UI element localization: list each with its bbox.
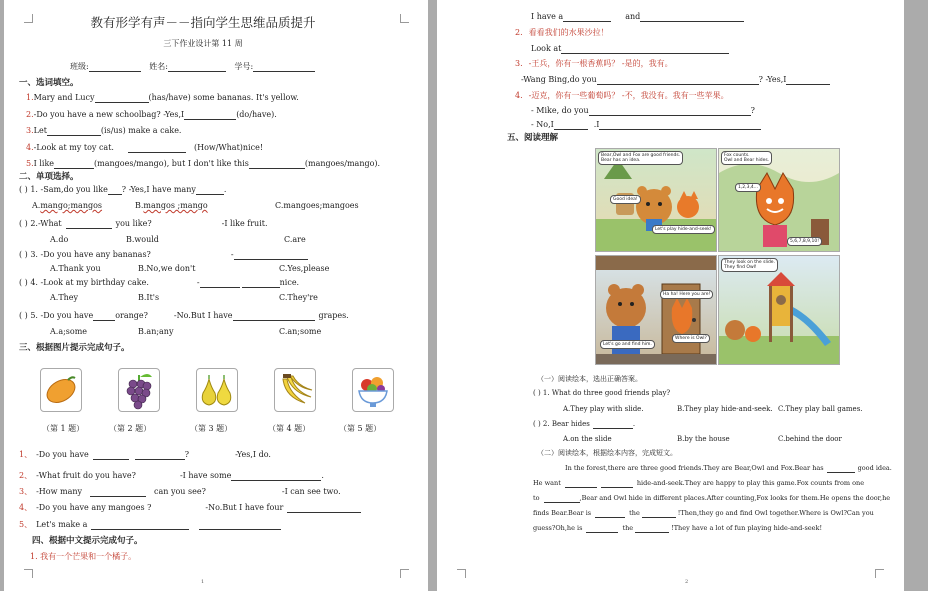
picture-sentence-5: 5、 Let's make a: [19, 520, 281, 530]
choice-q4: ( ) 4. -Look at my birthday cake. - nice.: [19, 278, 300, 287]
fruit-salad-icon: [352, 368, 394, 412]
answer-blank[interactable]: [561, 44, 729, 54]
speech-bubble-here-you-are: Ha ha! Here you are!: [660, 290, 713, 299]
bananas-icon: [274, 368, 316, 412]
answer-blank[interactable]: [231, 471, 321, 481]
page-number: 2: [685, 579, 689, 585]
fill-item-4: 4.-Look at my toy cat. (How/What)nice!: [26, 143, 264, 152]
comic-panel-3: [595, 255, 717, 365]
answer-blank[interactable]: [66, 219, 112, 229]
answer-blank[interactable]: [242, 278, 280, 288]
picture-sentence-3: 3、 -How many can you see? -I can see two.: [19, 487, 341, 496]
answer-blank[interactable]: [786, 75, 830, 85]
answer-blank[interactable]: [563, 12, 611, 22]
section-1-heading: 一、选词填空。: [19, 78, 79, 88]
choice-q2: ( ) 2.-What you like? -I like fruit.: [19, 219, 268, 228]
comic-caption-1: Bear,Owl and Fox are good friends. Bear has an idea.: [598, 151, 683, 165]
choice-q5-option-a[interactable]: A.a;some: [50, 327, 88, 336]
choice-q3: ( ) 3. -Do you have any bananas? -: [19, 250, 308, 260]
picture-label-1: （第 1 题）: [42, 424, 85, 433]
speech-bubble-good-idea: Good idea!: [610, 195, 641, 204]
passage-line-4: finds Bear.Bear is the !Then,they go and find Owl together.Where is Owl?Can you: [533, 509, 874, 517]
answer-blank[interactable]: [54, 159, 94, 169]
answer-blank[interactable]: [595, 509, 625, 518]
answer-blank[interactable]: [544, 494, 580, 503]
speech-bubble-counting: 1,2,3,4...: [735, 183, 761, 192]
answer-blank[interactable]: [184, 110, 236, 120]
choice-q3-option-a[interactable]: A.Thank you: [50, 264, 101, 273]
choice-q2-option-b[interactable]: B.would: [126, 235, 159, 244]
crop-mark: [24, 569, 33, 578]
answer-blank[interactable]: [128, 143, 186, 153]
class-label: 班级:: [70, 62, 89, 71]
passage-line-3: to ,Bear and Owl hide in different places.After counting,Fox looks for them.He opens the door,he: [533, 494, 891, 502]
passage-line-2: He want hide-and-seek.They are happy to play this game.Fox counts from one: [533, 479, 865, 487]
answer-blank[interactable]: [91, 520, 189, 530]
part-b-heading: （二）阅读绘本，根据绘本内容，完成短文。: [537, 449, 677, 457]
section-2-heading: 二、单项选择。: [19, 172, 79, 182]
crop-mark: [457, 569, 466, 578]
page-number: 1: [201, 579, 205, 585]
reading-q1-option-b[interactable]: B.They play hide-and-seek.: [677, 405, 773, 413]
reading-q2-option-a[interactable]: A.on the slide: [563, 435, 612, 443]
student-info-row: [70, 62, 315, 72]
translate-item-3: 3. -王兵，你有一根香蕉吗？ -是的，我有。: [515, 59, 673, 68]
choice-q1: ( ) 1. -Sam,do you like ? -Yes,I have many .: [19, 185, 227, 194]
reading-q2-option-c[interactable]: C.behind the door: [778, 435, 842, 443]
choice-q1-option-a[interactable]: A.mango;mangos: [32, 201, 103, 210]
choice-q2-option-a[interactable]: A.do: [50, 235, 69, 244]
class-field[interactable]: [89, 62, 141, 72]
answer-blank[interactable]: [287, 503, 361, 513]
translate-answer-line: -Wang Bing,do you ? -Yes,I: [521, 75, 830, 85]
choice-q4-option-c[interactable]: C.They're: [279, 293, 318, 302]
translate-answer-line: - No,I .I: [531, 120, 761, 130]
fill-item-3: 3.Let (is/us) make a cake.: [26, 126, 182, 135]
speech-bubble-counting-end: 5,6,7,8,9,10!: [787, 237, 822, 246]
picture-sentence-2: 2、 -What fruit do you have? -I have some .: [19, 471, 324, 480]
choice-q5-option-b[interactable]: B.an;any: [138, 327, 174, 336]
picture-sentence-4: 4、 -Do you have any mangoes ? -No.But I have four: [19, 503, 361, 513]
choice-q1-option-c[interactable]: C.mangoes;mangoes: [275, 201, 359, 210]
worksheet-subtitle: 三下作业设计第 11 周: [163, 39, 243, 48]
answer-blank[interactable]: [90, 487, 146, 497]
reading-q2: ( ) 2. Bear hides .: [533, 420, 636, 428]
answer-blank[interactable]: [47, 126, 101, 136]
answer-blank[interactable]: [93, 450, 129, 460]
translate-item-1: 1. 我有一个芒果和一个橘子。: [30, 552, 137, 561]
fill-item-2: 2.-Do you have a new schoolbag? -Yes,I (do/have).: [26, 110, 277, 119]
mango-icon: [40, 368, 82, 412]
worksheet-title: 教有形学有声－－指向学生思维品质提升: [90, 15, 316, 30]
speech-bubble-play: Let's play hide-and-seek!: [652, 225, 715, 234]
fill-item-1: 1.Mary and Lucy (has/have) some bananas. It's yellow.: [26, 93, 299, 102]
name-field[interactable]: [168, 62, 226, 72]
answer-blank[interactable]: [565, 479, 597, 488]
section-5-heading: 五、阅读理解: [507, 133, 559, 143]
answer-blank[interactable]: [827, 464, 855, 473]
comic-caption-2: Fox counts. Owl and Bear hides.: [721, 151, 772, 165]
reading-q1-option-a[interactable]: A.They play with slide.: [563, 405, 644, 413]
choice-q4-option-a[interactable]: A.They: [50, 293, 79, 302]
crop-mark: [400, 569, 409, 578]
answer-blank[interactable]: [199, 520, 281, 530]
section-3-heading: 三、根据图片提示完成句子。: [19, 343, 130, 353]
answer-blank[interactable]: [93, 311, 115, 321]
answer-blank[interactable]: [200, 278, 240, 288]
translate-answer-line: Look at: [531, 44, 729, 54]
picture-label-4: （第 4 题）: [268, 424, 311, 433]
answer-blank[interactable]: [586, 524, 618, 533]
speech-bubble-find-him: Let's go and find him.: [600, 340, 655, 349]
choice-q5-option-c[interactable]: C.an;some: [279, 327, 322, 336]
reading-q1: ( ) 1. What do three good friends play?: [533, 389, 671, 397]
crop-mark: [875, 569, 884, 578]
part-a-heading: （一）阅读绘本，选出正确答案。: [537, 375, 642, 383]
passage-line-1: In the forest,there are three good friends.They are Bear,Owl and Fox.Bear has good idea.: [565, 464, 892, 472]
choice-q1-option-b[interactable]: B.mangos ;mango: [135, 201, 208, 210]
answer-blank[interactable]: [599, 120, 761, 130]
answer-blank[interactable]: [135, 450, 185, 460]
name-label: 姓名:: [149, 62, 168, 71]
answer-blank[interactable]: [640, 12, 744, 22]
picture-sentence-1: 1、 -Do you have ? -Yes,I do.: [19, 450, 271, 459]
answer-blank[interactable]: [593, 420, 633, 429]
picture-label-3: （第 3 题）: [190, 424, 233, 433]
picture-label-2: （第 2 题）: [109, 424, 152, 433]
fill-item-5: 5.I like (mangoes/mango), but I don't like this (mangoes/mango).: [26, 159, 381, 168]
choice-q3-option-b[interactable]: B.No,we don't: [138, 264, 196, 273]
comic-panel-1: [595, 148, 717, 252]
translate-item-2: 2. 看看我们的水果沙拉！: [515, 28, 609, 37]
answer-blank[interactable]: [554, 120, 588, 130]
answer-blank[interactable]: [196, 185, 224, 195]
reading-q1-option-c[interactable]: C.They play ball games.: [778, 405, 863, 413]
grapes-icon: [118, 368, 160, 412]
speech-bubble-where-is-owl: Where is Owl?: [672, 334, 710, 343]
page-2: [437, 0, 904, 591]
comic-panel-2: [718, 148, 840, 252]
passage-line-5: guess?Oh,he is the !They have a lot of fun playing hide-and-seek!: [533, 524, 823, 532]
picture-label-5: （第 5 题）: [339, 424, 382, 433]
translate-answer-line: - Mike, do you ?: [531, 106, 755, 115]
answer-blank[interactable]: [597, 75, 759, 85]
answer-blank[interactable]: [108, 185, 122, 195]
answer-blank[interactable]: [233, 311, 315, 321]
section-4-heading: 四、根据中文提示完成句子。: [32, 536, 143, 546]
reading-q2-option-b[interactable]: B.by the house: [677, 435, 730, 443]
student-id-field[interactable]: [253, 62, 315, 72]
translate-answer-line: I have a and: [531, 12, 744, 22]
answer-blank[interactable]: [635, 524, 669, 533]
comic-panel-4: [718, 255, 840, 365]
choice-q2-option-c[interactable]: C.are: [284, 235, 306, 244]
choice-q3-option-c[interactable]: C.Yes,please: [279, 264, 330, 273]
choice-q5: ( ) 5. -Do you have orange? -No.But I have grapes.: [19, 311, 349, 320]
translate-item-4: 4. -迈克，你有一些葡萄吗？ -不，我没有。我有一些苹果。: [515, 91, 729, 100]
comic-caption-4: They look on the slide. They find Owl!: [721, 258, 778, 272]
student-id-label: 学号:: [234, 62, 254, 71]
choice-q4-option-b[interactable]: B.It's: [138, 293, 160, 302]
answer-blank[interactable]: [249, 159, 305, 169]
pears-icon: [196, 368, 238, 412]
page-1: [4, 0, 428, 591]
answer-blank[interactable]: [95, 93, 149, 103]
answer-blank[interactable]: [601, 479, 633, 488]
answer-blank[interactable]: [642, 509, 676, 518]
answer-blank[interactable]: [589, 106, 751, 116]
answer-blank[interactable]: [234, 250, 308, 260]
